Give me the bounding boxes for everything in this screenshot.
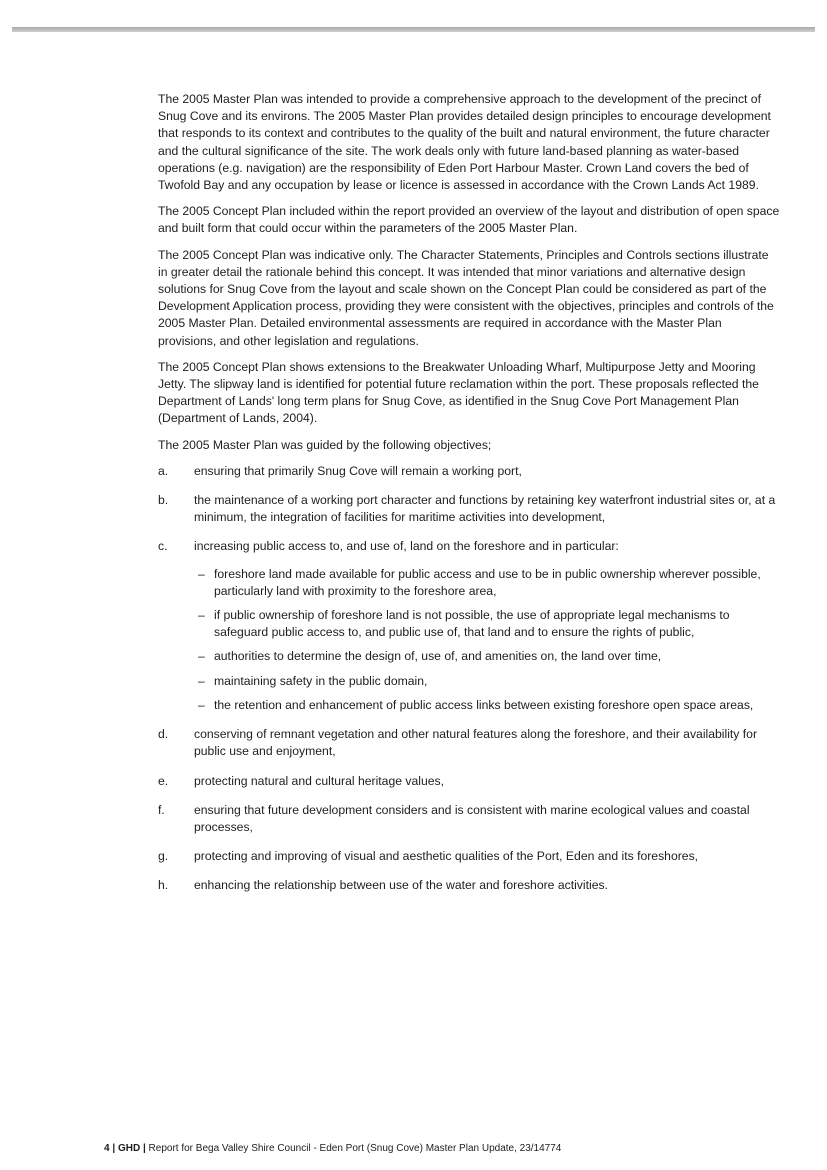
list-item-text: enhancing the relationship between use of the water and foreshore activities. <box>194 878 608 893</box>
list-item <box>158 773 780 790</box>
paragraph-objectives-lead: The 2005 Master Plan was guided by the following objectives; <box>158 437 492 452</box>
header-rule <box>12 27 815 32</box>
objectives-list <box>158 463 780 895</box>
paragraph-concept-extensions: The 2005 Concept Plan shows extensions to the Breakwater Unloading Wharf, Multipurpose Jetty and Mooring Jetty. The slipway land is identified for potential future reclamation within the port. These proposals reflected the Department of Lands' long term plans for Snug Cove, as identified in the Snug Cove Port Management Plan (Department of Lands, 2004). <box>158 359 759 426</box>
org-name: GHD <box>117 1143 141 1154</box>
report-title: Report for Bega Valley Shire Council - Eden Port (Snug Cove) Master Plan Update, 23/14774 <box>148 1143 562 1154</box>
list-marker: c. <box>158 539 168 554</box>
sub-list-item <box>194 697 780 714</box>
sub-list-item-text: authorities to determine the design of, use of, and amenities on, the land over time, <box>214 649 662 664</box>
list-item-text: conserving of remnant vegetation and other natural features along the foreshore, and their availability for public use and enjoyment, <box>194 727 757 759</box>
list-item <box>158 538 780 714</box>
sub-list-item <box>194 566 780 600</box>
sub-list-item-text: foreshore land made available for public access and use to be in public ownership wherever possible, particularly land with proximity to the foreshore area, <box>214 566 761 598</box>
page-number: 4 <box>104 1143 110 1154</box>
sub-list <box>194 566 780 714</box>
page-footer <box>104 1143 561 1154</box>
list-marker: d. <box>158 727 169 742</box>
list-marker: e. <box>158 773 169 788</box>
footer-separator: | <box>142 1143 146 1154</box>
paragraph-intro: The 2005 Master Plan was intended to provide a comprehensive approach to the development of the precinct of Snug Cove and its environs. The 2005 Master Plan provides detailed design principles to encourage development that responds to its context and contributes to the quality of the built and natural environment, the future character and the cultural significance of the site. The work deals only with future land-based planning as water-based operations (e.g. navigation) are the responsibility of Eden Port Harbour Master. Crown Land covers the bed of Twofold Bay and any occupation by lease or licence is assessed in accordance with the Crown Lands Act 1989. <box>158 92 771 193</box>
sub-list-item-text: the retention and enhancement of public access links between existing foreshore open space areas, <box>214 697 754 712</box>
sub-list-item <box>194 648 780 665</box>
dash-marker: – <box>198 673 205 688</box>
dash-marker: – <box>198 566 205 581</box>
list-item-text: the maintenance of a working port character and functions by retaining key waterfront industrial sites or, at a minimum, the integration of facilities for maritime activities into development, <box>194 493 776 525</box>
footer-separator: | <box>112 1143 116 1154</box>
list-item <box>158 848 780 865</box>
list-item-text: protecting and improving of visual and aesthetic qualities of the Port, Eden and its foreshores, <box>194 849 699 864</box>
list-marker: h. <box>158 878 169 893</box>
paragraph-concept-indicative: The 2005 Concept Plan was indicative only. The Character Statements, Principles and Controls sections illustrate in greater detail the rationale behind this concept. It was intended that minor variations and alternative design solutions for Snug Cove from the layout and scale shown on the Concept Plan could be considered as part of the Development Application process, providing they were consistent with the objectives, principles and controls of the 2005 Master Plan. Detailed environmental assessments are required in accordance with the Master Plan provisions, and other legislation and regulations. <box>158 247 774 348</box>
sub-list-item-text: maintaining safety in the public domain, <box>214 673 428 688</box>
sub-list-item-text: if public ownership of foreshore land is not possible, the use of appropriate legal mechanisms to safeguard public access to, and public use of, that land and to ensure the rights of public, <box>214 608 730 640</box>
paragraph-concept-overview: The 2005 Concept Plan included within the report provided an overview of the layout and distribution of open space and built form that could occur within the parameters of the 2005 Master Plan. <box>158 204 780 236</box>
list-item <box>158 463 780 480</box>
list-marker: g. <box>158 849 169 864</box>
sub-list-item <box>194 673 780 690</box>
list-item-text: protecting natural and cultural heritage values, <box>194 773 444 788</box>
dash-marker: – <box>198 697 205 712</box>
list-item-text: ensuring that future development considers and is consistent with marine ecological values and coastal processes, <box>194 802 750 834</box>
list-marker: a. <box>158 463 169 478</box>
list-item <box>158 877 780 894</box>
list-item-text: ensuring that primarily Snug Cove will remain a working port, <box>194 463 522 478</box>
list-item <box>158 726 780 760</box>
list-item-text: increasing public access to, and use of, land on the foreshore and in particular: <box>194 539 619 554</box>
sub-list-item <box>194 607 780 641</box>
page-body <box>158 91 780 907</box>
dash-marker: – <box>198 608 205 623</box>
dash-marker: – <box>198 649 205 664</box>
list-item <box>158 492 780 526</box>
list-item <box>158 802 780 836</box>
list-marker: f. <box>158 802 165 817</box>
list-marker: b. <box>158 493 169 508</box>
